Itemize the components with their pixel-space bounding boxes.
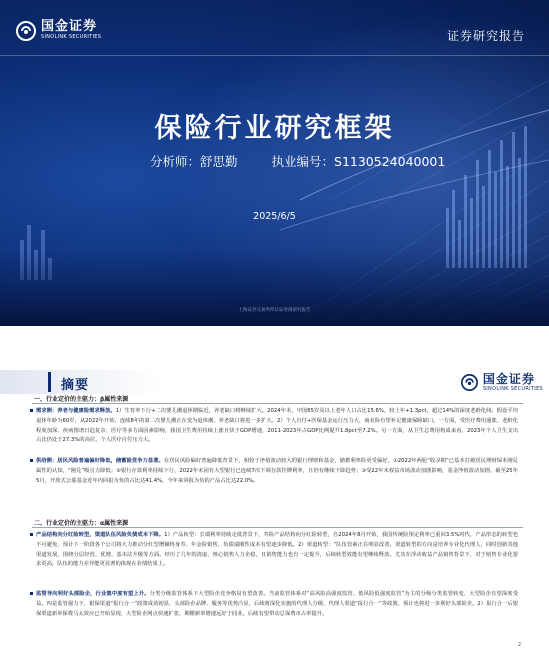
- paragraph-text: 1）生育率下行+二次婴儿潮退休期临近，养老缺口将继续扩大。2024年末，中国65岁及以上老年人口占比15.6%，较上年+1.3pct，超过14%的深度老龄化线；假设平均退休年龄为60岁，从2022年开始，连续8年的第二次婴儿潮正在变为退休潮，养老缺口将进一步扩大。2）个人自付+医保基金运行压力大，商业险有望补足健康保障缺口。一方面，受医疗费用通胀、老龄化程度加深、疾病图谱日趋复杂、医疗等多方面因素影响，我国卫生费用持续上涨且快于GDP增速，2011-2023年占GDP比例提升1.8pct至7.2%。另一方面，从卫生总费用构成来看，2023年个人卫生支出占比仍处于27.3%的高位，个人医疗自付压力大。: [36, 408, 518, 444]
- page-number: 2: [517, 642, 521, 648]
- abstract-title-bar: [0, 370, 160, 394]
- paragraph-demand: [36, 407, 518, 446]
- report-date: 2025/6/5: [253, 211, 296, 222]
- paragraph-lead: 供给侧：居民风险普遍偏好降低，储蓄险竞争力显著。: [36, 458, 164, 464]
- abstract-page: [0, 336, 549, 653]
- cover-disclaimer: 上海证券交易所所认证券商研究报告: [238, 308, 311, 313]
- analyst-name: 分析师：舒思勤: [150, 154, 238, 169]
- sinolink-logo-icon: [461, 374, 478, 391]
- section-divider: [32, 527, 523, 528]
- bullet-icon: [30, 459, 33, 462]
- report-title: 保险行业研究框架: [154, 113, 395, 144]
- bullet-icon: [30, 533, 33, 536]
- paragraph-supply: [36, 457, 518, 486]
- abstract-title: 摘要: [61, 378, 90, 393]
- section-heading-1: 一、行业定价的主驱力：β属性来源: [34, 396, 129, 403]
- page-logo: [461, 372, 543, 393]
- sinolink-logo-icon: [16, 21, 36, 41]
- logo-chinese-name: 国金证券: [482, 372, 535, 386]
- paragraph-text: 在居民风险偏好普遍降低背景下，相较于净值波动较大的银行理财和基金，储蓄利率险更受偏好。①2022年两轮“收录期”已基本打破居民理财保本刚兑属性的认知，“刚兑”吸引力降低；②银行存款利率持续下行，2022年末固有大型银行已连续7次下调存款挂牌利率，且仍有继续下降趋势；③受22年末权益市场波动加剧影响，基金净值波动加剧，截至25年5月，开放式公募基金近年内回报为负的占比达41.4%，今年来回报为负的产品占比达22.0%。: [36, 458, 518, 484]
- paragraph-text: 1）产品转型：长端利率持续走低背景下，寿险产品结构向分红险转型，自2024年8月开始，我国传统险预定利率已重回3.5%时代，产品形态的转型也不可避免，预计下一阶段各个公司将大力推动分红型增额终身寿、年金险销售，负债端刚性成本有望逐步降低。2）渠道转型：“队伍管素正在明显改善，渠道转型的方向是培养专业化代理人，同时创新其他渠道发展，围绕分层经营、优增、基本法升级等方面。经历了几年的清虚，核心销售人力企稳，且销售能力也有一定提升，后续转型效能有望继续释放。尤其在浮动收益产品销售背景下，对于销售专业化要求更高，队伍的能力差异能更显著的体现在业绩结果上。: [36, 532, 518, 568]
- license-number: 执业编号：S1130524040001: [271, 154, 446, 169]
- paragraph-regulation: [36, 590, 518, 619]
- author-line: [150, 152, 445, 170]
- bullet-icon: [30, 409, 33, 412]
- paragraph-lead: 产品结构向分红险转型，渠道队伍风险负债成本下降。: [36, 532, 165, 538]
- section-heading-2: 二、行业定价的主驱力：α属性来源: [34, 520, 129, 527]
- report-type-label: 证券研究报告: [446, 29, 525, 43]
- logo-english-name: SINOLINK SECURITIES: [41, 34, 102, 40]
- cover-logo: [16, 20, 101, 41]
- bullet-icon: [30, 592, 33, 595]
- abstract-header: [0, 352, 549, 392]
- header-divider: [0, 55, 549, 56]
- paragraph-lead: 需求侧：养老与健康险需求释放。: [36, 408, 116, 414]
- paragraph-text: 分类分级监管体系下大型险企竞争格局有望改善。当前监管体系对“高风险高强度监管、低风险低强度监管”为主的分级分类监管转变，大型险企有望深度受益。四是监管强力下，银保渠道“报行合一”政策成效初显，头部险企品牌、服务等优势凸显，后续将深化实施的代理人分级、代理人渠道“报行合一”等政策，预计也将进一步利好头部险企。2）报行合一后银保渠道新单保费马太效应已开始显现，大型险企网点快速扩张，期缴新单增速远好于同业，后续有望带动总保费市占率提升。: [36, 591, 518, 617]
- paragraph-lead: 监管导向利好头部险企，行业集中度有望上升。: [36, 591, 150, 597]
- logo-english-name: SINOLINK SECURITIES: [482, 386, 543, 392]
- cover-slide: [0, 0, 549, 326]
- logo-chinese-name: 国金证券: [41, 19, 98, 34]
- abstract-accent-bar: [48, 372, 51, 392]
- paragraph-product-channel: [36, 531, 518, 570]
- section-divider: [32, 403, 523, 404]
